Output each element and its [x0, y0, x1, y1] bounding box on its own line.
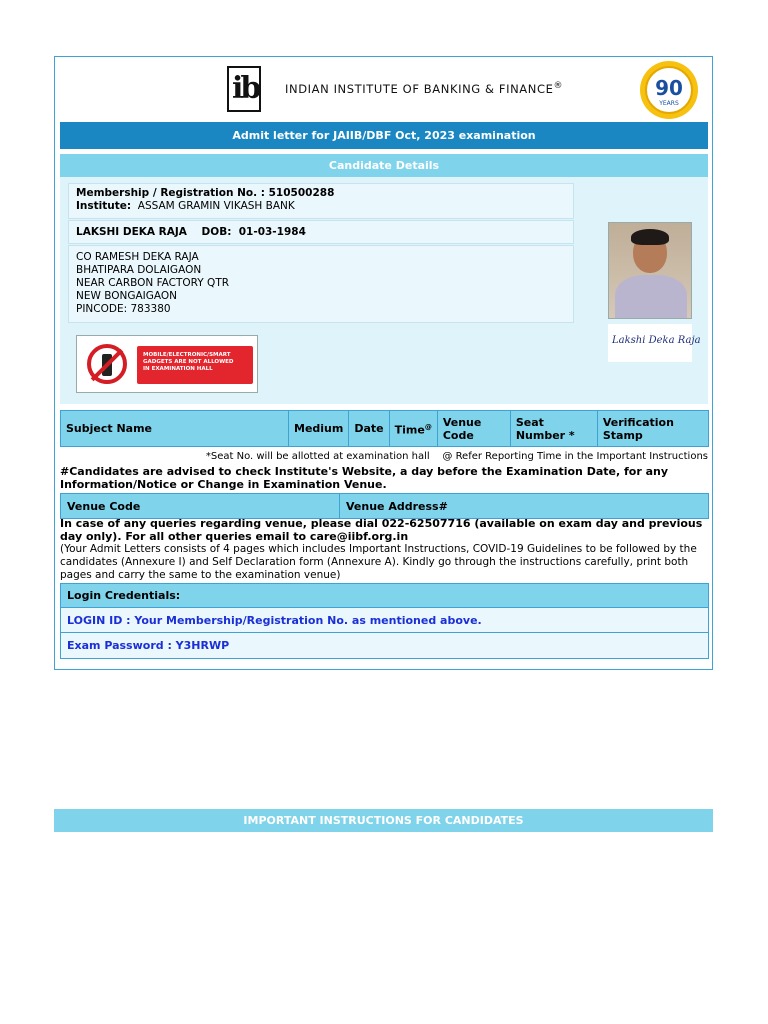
candidate-details-header: Candidate Details [60, 154, 708, 177]
candidate-details-panel [60, 177, 708, 404]
membership-box [68, 183, 574, 219]
candidate-photo [608, 222, 692, 319]
queries-contact: In case of any queries regarding venue, please dial 022-62507716 (available on exam day and previous day only). For all other queries email to care@iibf.org.in [60, 517, 703, 543]
iibf-logo [227, 66, 261, 112]
login-credentials [60, 583, 709, 659]
important-instructions-header: IMPORTANT INSTRUCTIONS FOR CANDIDATES [54, 809, 713, 832]
letter-header [55, 57, 712, 121]
seat-note: *Seat No. will be allotted at examination hall @ Refer Reporting Time in the Important Instructions [205, 451, 708, 462]
col-venue-address: Venue Address# [340, 494, 709, 519]
no-phone-icon [87, 344, 127, 384]
candidate-signature [608, 324, 701, 362]
address-box [68, 245, 574, 323]
col-verification-stamp: Verification Stamp [597, 411, 708, 447]
login-credentials-title: Login Credentials: [61, 584, 708, 608]
admit-letter-title: Admit letter for JAIIB/DBF Oct, 2023 examination [60, 122, 708, 149]
login-id: LOGIN ID : Your Membership/Registration No. as mentioned above. [61, 608, 708, 633]
address-line: CO RAMESH DEKA RAJA [76, 251, 199, 263]
badge-number: 90 [655, 76, 683, 100]
admit-letter-note: (Your Admit Letters consists of 4 pages which includes Important Instructions, COVID-19 Guidelines to be followed by the candidates (Annexure I) and Self Declaration form (Annexure A). Kindly go through the instructions carefully, print both pages and carry the same to the examination venue) [60, 543, 697, 581]
address-line: BHATIPARA DOLAIGAON [76, 264, 202, 276]
address-line: NEW BONGAIGAON [76, 290, 178, 302]
advise-note: #Candidates are advised to check Institute's Website, a day before the Examination Date, for any Information/Notice or Change in Examination Venue. [60, 465, 669, 491]
gadget-notice [76, 335, 258, 393]
institute-label: Institute: [76, 200, 132, 212]
queries-info [60, 517, 708, 582]
membership-number: Membership / Registration No. : 510500288 [76, 187, 335, 199]
exam-password: Exam Password : Y3HRWP [61, 633, 708, 658]
dob-value: 01-03-1984 [238, 226, 306, 238]
institute-name: INDIAN INSTITUTE OF BANKING & FINANCE® [285, 81, 564, 96]
address-line: NEAR CARBON FACTORY QTR [76, 277, 230, 289]
col-medium: Medium [289, 411, 349, 447]
admit-letter [54, 56, 713, 670]
dob-label: DOB: [201, 226, 232, 238]
gadget-warning: MOBILE/ELECTRONIC/SMART GADGETS ARE NOT ALLOWED IN EXAMINATION HALL [137, 346, 253, 384]
institute-value: ASSAM GRAMIN VIKASH BANK [137, 200, 295, 212]
signature-text: Lakshi Deka Raja [612, 335, 701, 346]
col-seat-number: Seat Number * [510, 411, 597, 447]
candidate-name: LAKSHI DEKA RAJA [76, 226, 187, 238]
col-time: Time@ [389, 411, 437, 447]
subject-table [60, 410, 709, 447]
address-line: PINCODE: 783380 [76, 303, 171, 315]
badge-text: YEARS [659, 100, 679, 107]
logo-glyph: ib [232, 71, 259, 106]
anniversary-badge [640, 61, 698, 119]
col-venue-code: Venue Code [61, 494, 340, 519]
name-dob-box [68, 220, 574, 244]
col-venue-code: Venue Code [437, 411, 510, 447]
venue-table [60, 493, 709, 519]
col-subject-name: Subject Name [61, 411, 289, 447]
col-date: Date [349, 411, 389, 447]
